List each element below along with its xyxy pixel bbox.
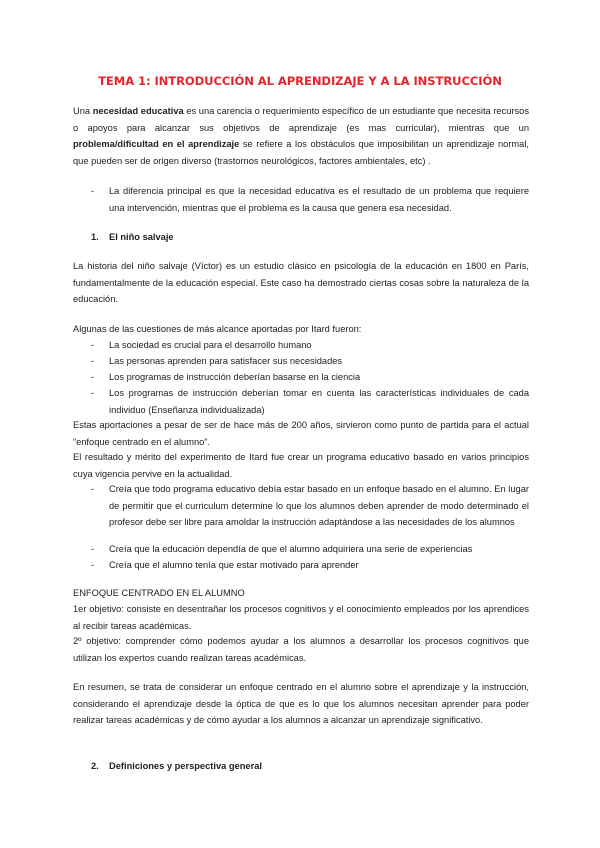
itard-item: Los programas de instrucción deberían tomar en cuenta las características individuales de cada individuo (Enseñanza individualizada): [109, 388, 529, 415]
intro-text-3: se refiere a los obstáculos que imposibilitan un aprendizaje normal, que pueden ser de origen diverso (trastornos neurológicos, factores ambientales, etc) .: [73, 139, 529, 167]
bullet-marker: -: [91, 388, 95, 398]
section-2-number: 2.: [91, 761, 99, 771]
objective-2: 2º objetivo: comprender cómo podemos ayudar a los alumnos a desarrollar los procesos cognitivos que utilizan los expertos cuando realizan tareas académicas.: [73, 636, 529, 663]
bullet-marker: -: [91, 186, 95, 196]
result-paragraph: El resultado y mérito del experimento de Itard fue crear un programa educativo basado en varios principios cuya vigencia pervive en la actualidad.: [73, 452, 529, 479]
intro-text-2: es una carencia o requerimiento específico de un estudiante que necesita recursos o apoyos para alcanzar sus objetivos de aprendizaje (es mas curricular), mientras que un: [73, 106, 529, 133]
contributions-paragraph: Estas aportaciones a pesar de ser de hace más de 200 años, sirvieron como punto de partida para el actual “enfoque centrado en el alumno”.: [73, 420, 529, 447]
bullet-marker: -: [91, 560, 95, 570]
history-paragraph: La historia del niño salvaje (Víctor) es un estudio clásico en psicología de la educación en 1800 en París, fundamentalmente de la educación especial. Este caso ha demostrado ciertas cosas sobre la naturaleza de la educación.: [73, 261, 529, 305]
bullet-marker: -: [91, 372, 95, 382]
bullet-marker: -: [91, 484, 95, 494]
page-title: TEMA 1: INTRODUCCIÓN AL APRENDIZAJE Y A LA INSTRUCCIÓN: [98, 74, 502, 88]
intro-bold-term-2: problema/dificultad en el aprendizaje: [73, 139, 240, 150]
intro-bold-term-1: necesidad educativa: [92, 106, 184, 116]
belief-item: Creía que el alumno tenía que estar motivado para aprender: [109, 560, 359, 570]
bullet-marker: -: [91, 356, 95, 366]
section-1-number: 1.: [91, 232, 99, 242]
intro-text-1: Una: [73, 106, 93, 116]
itard-intro: Algunas de las cuestiones de más alcance aportadas por Itard fueron:: [73, 324, 362, 334]
section-2-heading: Definiciones y perspectiva general: [109, 761, 262, 771]
approach-heading: ENFOQUE CENTRADO EN EL ALUMNO: [73, 588, 245, 598]
bullet-marker: -: [91, 544, 95, 554]
section-1-heading: El niño salvaje: [109, 232, 174, 242]
difference-bullet: La diferencia principal es que la necesidad educativa es el resultado de un problema que requiere una intervención, mientras que el problema es la causa que genera esa necesidad.: [109, 186, 529, 213]
objective-1: 1er objetivo: consiste en desentrañar los procesos cognitivos y el conocimiento empleados por los aprendices al recibir tareas académicas.: [73, 604, 529, 631]
itard-item: La sociedad es crucial para el desarrollo humano: [109, 340, 312, 350]
intro-paragraph: [73, 103, 529, 170]
bullet-marker: -: [91, 340, 95, 350]
itard-item: Los programas de instrucción deberían basarse en la ciencia: [109, 372, 361, 382]
summary-paragraph: En resumen, se trata de considerar un enfoque centrado en el alumno sobre el aprendizaje y la instrucción, considerando el aprendizaje desde la óptica de que es lo que los alumnos necesitan aprender para poder realizar tareas académicas y de cómo ayudar a los alumnos a alcanzar un aprendizaje significativo.: [73, 682, 529, 726]
belief-item: Creía que la educación dependía de que el alumno adquiriera una serie de experiencias: [109, 544, 473, 554]
belief-item: Creía que todo programa educativo debía estar basado en un enfoque basado en el alumno. En lugar de permitir que el curriculum determine lo que los alumnos deben aprender de modo determinado el profesor debe ser libre para amoldar la instrucción adaptándose a las necesidades de los alumnos: [109, 484, 529, 528]
itard-item: Las personas aprenden para satisfacer sus necesidades: [109, 356, 343, 366]
